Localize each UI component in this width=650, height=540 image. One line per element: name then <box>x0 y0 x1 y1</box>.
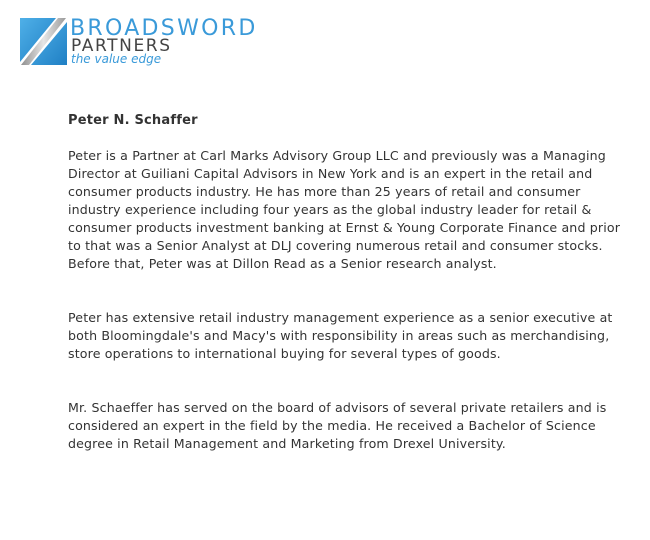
bio-paragraph-2: Peter has extensive retail industry management experience as a senior executive at both Bloomingdale's and Macy's with responsibility in areas such as merchandising, store operations to international buying for several types of goods. <box>68 310 613 361</box>
logo-tagline: the value edge <box>71 52 162 66</box>
company-logo[interactable] <box>20 18 300 68</box>
person-name-heading: Peter N. Schaffer <box>68 113 198 128</box>
logo-name: BROADSWORD <box>70 16 258 41</box>
sword-logo-icon <box>20 18 67 65</box>
bio-paragraph-3: Mr. Schaeffer has served on the board of advisors of several private retailers and is considered an expert in the field by the media. He received a Bachelor of Science degree in Retail Management and Marketing from Drexel University. <box>68 400 607 451</box>
logo-subtitle: PARTNERS <box>71 36 172 56</box>
bio-paragraph-1: Peter is a Partner at Carl Marks Advisory Group LLC and previously was a Managing Director at Guiliani Capital Advisors in New York and is an expert in the retail and consumer products industry. He has more than 25 years of retail and consumer industry experience including four years as the global industry leader for retail & consumer products investment banking at Ernst & Young Corporate Finance and prior to that was a Senior Analyst at DLJ covering numerous retail and consumer stocks. Before that, Peter was at Dillon Read as a Senior research analyst. <box>68 148 621 271</box>
bio-section <box>68 112 628 453</box>
